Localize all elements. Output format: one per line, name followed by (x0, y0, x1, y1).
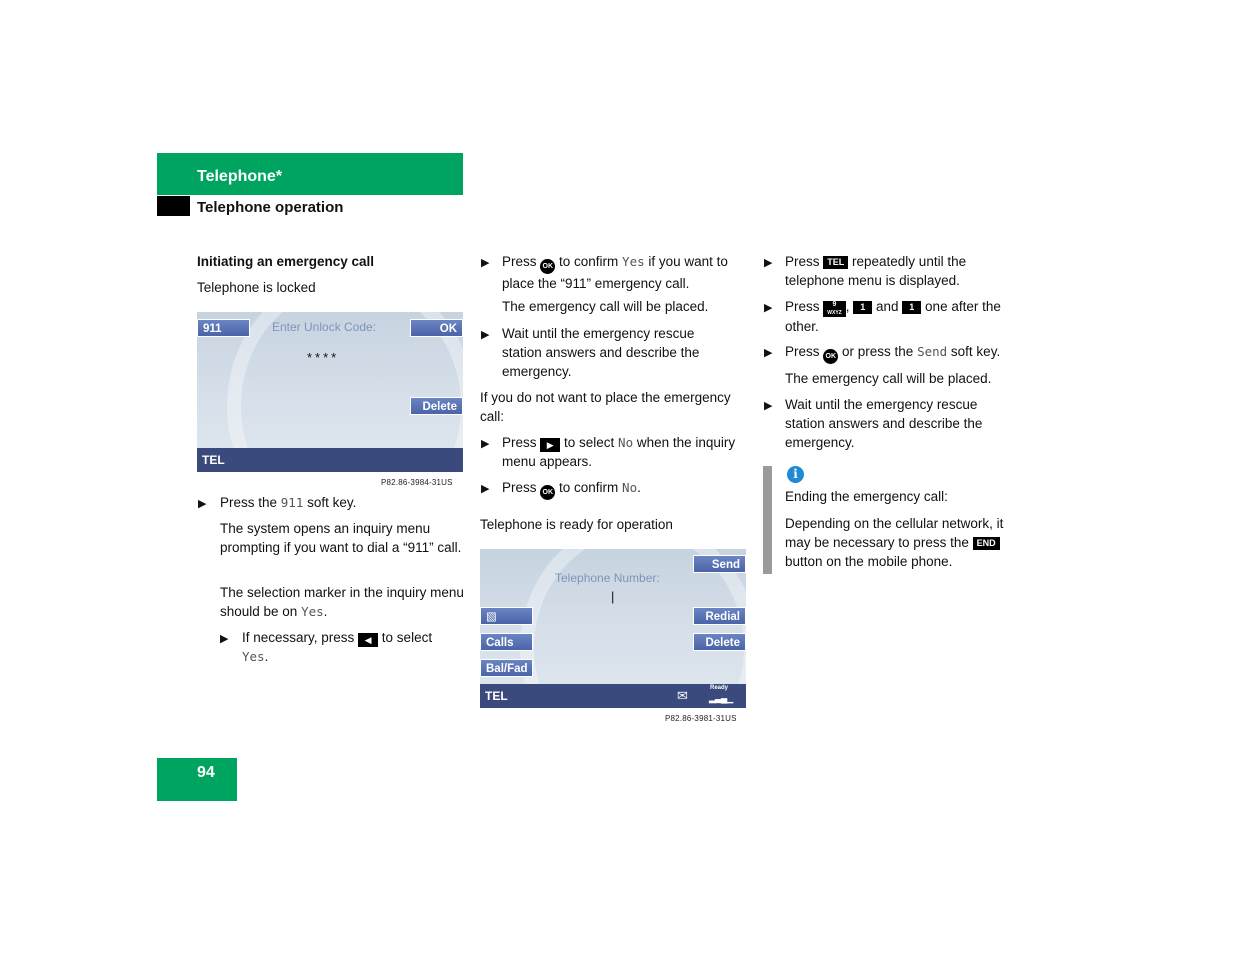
softkey-phonebook-button[interactable] (480, 607, 533, 625)
ready-status-label: Ready (710, 685, 729, 691)
ok-button-icon: OK (540, 259, 555, 274)
section-title: Telephone operation (197, 199, 344, 216)
ready-label: Telephone is ready for operation (480, 517, 673, 532)
inquiry-menu-text: The system opens an inquiry menu prompting if you want to dial a “911” call. (220, 521, 462, 555)
step-confirm-no: Press OK to confirm No. (502, 478, 747, 500)
info-body: Depending on the cellular network, it may be necessary to press the END button on the mobile phone. (785, 516, 1004, 569)
bullet-icon: ▶ (481, 483, 490, 495)
bullet-icon: ▶ (764, 400, 773, 412)
unlock-code-label: Enter Unlock Code: (272, 320, 377, 334)
tel-key-icon: TEL (823, 256, 848, 269)
number-input-cursor[interactable]: | (611, 589, 615, 604)
section-heading: Initiating an emergency call (197, 254, 375, 269)
figure-caption: P82.86-3984-31US (381, 478, 453, 487)
locked-label: Telephone is locked (197, 280, 316, 295)
softkey-delete-button[interactable]: Delete (693, 633, 746, 651)
envelope-icon: ✉ (677, 688, 688, 703)
info-title: Ending the emergency call: (785, 489, 948, 504)
bullet-icon: ▶ (764, 347, 773, 359)
selection-marker-text: The selection marker in the inquiry menu should be on Yes. (220, 585, 464, 619)
step-confirm-yes: Press OK to confirm Yes if you want to place the “911” emergency call. (502, 254, 728, 291)
cancel-intro-text: If you do not want to place the emergency call: (480, 390, 731, 424)
ok-button-icon: OK (823, 349, 838, 364)
key-9-icon: 9 WXYZ (823, 301, 845, 317)
figure-caption: P82.86-3981-31US (665, 714, 737, 723)
step-select-no: Press ▶ to select No when the inquiry menu appears. (502, 435, 736, 469)
ok-button-icon: OK (540, 485, 555, 500)
status-bar-label: TEL (485, 689, 508, 703)
softkey-911-button[interactable]: 911 (197, 319, 250, 337)
bullet-icon: ▶ (198, 498, 207, 510)
page-number: 94 (197, 764, 215, 781)
softkey-balfad-button[interactable]: Bal/Fad (480, 659, 533, 677)
softkey-send-button[interactable]: Send (693, 555, 746, 573)
call-placed-text: The emergency call will be placed. (502, 299, 709, 314)
step-wait-rescue: Wait until the emergency rescue station answers and describe the emergency. (785, 397, 983, 450)
substep-select-yes: If necessary, press ◀ to select Yes. (242, 630, 433, 664)
screen-status-bar: TEL (197, 448, 463, 472)
telephone-number-label: Telephone Number: (555, 571, 660, 585)
chapter-title: Telephone* (197, 168, 283, 185)
phonebook-icon: ▧ (486, 611, 497, 623)
signal-strength-icon: ▂▃▄▁ (709, 693, 733, 703)
key-1-icon: 1 (902, 301, 921, 314)
screen-status-bar (480, 684, 746, 708)
softkey-calls-button[interactable]: Calls (480, 633, 533, 651)
softkey-ok-button[interactable]: OK (410, 319, 463, 337)
bullet-icon: ▶ (481, 438, 490, 450)
page-number-box (157, 758, 237, 801)
softkey-delete-button[interactable]: Delete (410, 397, 463, 415)
end-key-icon: END (973, 537, 1000, 550)
step-dial-911: Press 9 WXYZ , 1 and 1 one after the other. (785, 299, 1001, 334)
softkey-redial-button[interactable]: Redial (693, 607, 746, 625)
unlock-code-value: **** (307, 350, 340, 365)
bullet-icon: ▶ (220, 633, 229, 645)
arrow-right-key-icon: ▶ (540, 438, 560, 452)
bullet-icon: ▶ (481, 257, 490, 269)
key-1-icon: 1 (853, 301, 872, 314)
arrow-left-key-icon: ◀ (358, 633, 378, 647)
bullet-icon: ▶ (481, 329, 490, 341)
bullet-icon: ▶ (764, 257, 773, 269)
section-marker (157, 196, 190, 216)
info-box-bar (763, 466, 772, 574)
step-press-tel: Press TEL repeatedly until the telephone menu is displayed. (785, 254, 967, 288)
telephone-ready-screen (480, 549, 746, 708)
unlock-screen (197, 312, 463, 472)
call-placed-text: The emergency call will be placed. (785, 371, 992, 386)
step-press-send: Press OK or press the Send soft key. (785, 342, 1025, 364)
bullet-icon: ▶ (764, 302, 773, 314)
step-press-911: Press the 911 soft key. (220, 495, 357, 510)
step-wait-rescue: Wait until the emergency rescue station answers and describe the emergency. (502, 326, 700, 379)
info-icon: i (787, 466, 804, 483)
